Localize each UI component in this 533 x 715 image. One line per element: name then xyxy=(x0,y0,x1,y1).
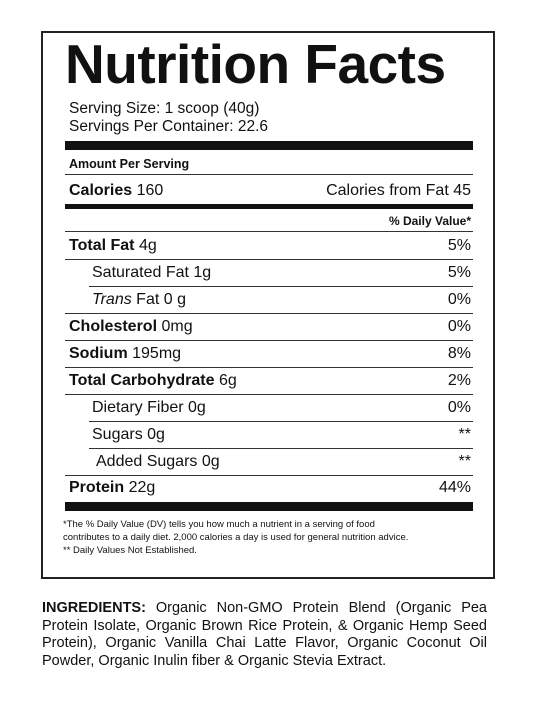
footnote-line-3: ** Daily Values Not Established. xyxy=(63,545,197,556)
nutrient-name: Trans xyxy=(92,291,132,308)
nutrient-name: Total Fat xyxy=(69,237,135,254)
nutrient-name: Dietary Fiber xyxy=(92,399,184,416)
daily-value-header: % Daily Value* xyxy=(388,214,471,228)
panel-title: Nutrition Facts xyxy=(65,33,446,95)
nutrient-amount: 195mg xyxy=(132,345,182,362)
nutrient-amount: 1g xyxy=(193,264,212,281)
nutrition-facts-panel xyxy=(41,31,495,579)
calories-value: 160 xyxy=(136,182,164,199)
serving-size: Serving Size: 1 scoop (40g) xyxy=(69,100,260,117)
divider xyxy=(89,286,473,287)
nutrient-dv: 5% xyxy=(447,237,471,254)
nutrient-amount: 0mg xyxy=(161,318,193,335)
nutrient-name: Protein xyxy=(69,479,125,496)
divider xyxy=(65,231,473,232)
ingredients-block xyxy=(42,600,487,670)
divider xyxy=(65,313,473,314)
ingredients-label: INGREDIENTS: xyxy=(42,600,146,616)
thick-divider xyxy=(65,141,473,150)
nutrient-amount: 4g xyxy=(138,237,157,254)
footnote-line-1: *The % Daily Value (DV) tells you how much a nutrient in a serving of food xyxy=(63,519,375,530)
divider xyxy=(65,367,473,368)
nutrient-name: Saturated Fat xyxy=(92,264,189,281)
nutrient-amount: 6g xyxy=(218,372,237,389)
nutrient-amount: 0g xyxy=(147,426,165,443)
divider xyxy=(65,475,473,476)
footnote-line-2: contributes to a daily diet. 2,000 calories a day is used for general nutrition advice. xyxy=(63,532,409,543)
divider xyxy=(65,394,473,395)
nutrient-dv: 0% xyxy=(447,291,471,308)
nutrient-dv: 2% xyxy=(447,372,471,389)
nutrient-dv: ** xyxy=(458,426,471,443)
thick-divider xyxy=(65,502,473,511)
amount-per-serving: Amount Per Serving xyxy=(69,157,190,171)
calories-from-fat: Calories from Fat 45 xyxy=(326,182,471,199)
nutrient-dv: 5% xyxy=(447,264,471,281)
divider xyxy=(65,259,473,260)
nutrient-name: Cholesterol xyxy=(69,318,158,335)
nutrient-amount: 0g xyxy=(201,453,220,470)
nutrient-name-rest: Fat xyxy=(136,291,160,308)
divider xyxy=(65,174,473,175)
medium-divider xyxy=(65,204,473,209)
divider xyxy=(89,448,473,449)
divider xyxy=(89,421,473,422)
calories-label: Calories xyxy=(69,182,133,199)
nutrient-amount: 22g xyxy=(128,479,156,496)
nutrient-dv: 8% xyxy=(447,345,471,362)
nutrient-name: Sugars xyxy=(92,426,143,443)
nutrient-name: Sodium xyxy=(69,345,128,362)
nutrient-dv: 0% xyxy=(447,318,471,335)
divider xyxy=(65,340,473,341)
servings-per-container: Servings Per Container: 22.6 xyxy=(69,118,269,135)
nutrient-dv: ** xyxy=(458,453,471,470)
nutrient-amount: 0g xyxy=(188,399,206,416)
ingredients-text: Organic Non-GMO Protein Blend (Organic Pea Protein Isolate, Organic Brown Rice Protein, & Organic Hemp Seed Protein), Organic Vanilla Chai Latte Flavor, Organic Coconut Oil Powder, Organic Inulin fiber & Organic Stevia Extract. xyxy=(42,600,487,669)
nutrient-name: Total Carbohydrate xyxy=(69,372,215,389)
nutrient-dv: 0% xyxy=(447,399,471,416)
nutrient-name: Added Sugars xyxy=(96,453,198,470)
nutrient-amount: 0 g xyxy=(163,291,186,308)
nutrient-dv: 44% xyxy=(438,479,471,496)
